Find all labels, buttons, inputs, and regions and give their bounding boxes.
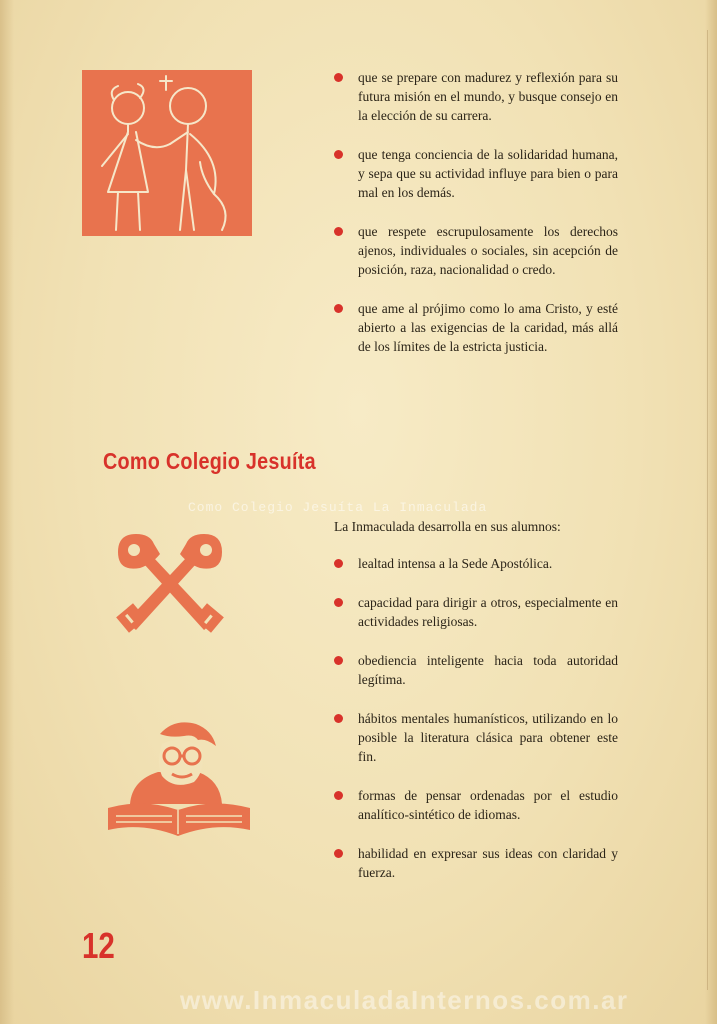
list-item-text: formas de pensar ordenadas por el estudio analítico-sintético de idiomas. [358,788,618,822]
list-item [334,554,618,573]
list-item [334,651,618,689]
bullet-dot-icon [334,598,343,607]
bullet-dot-icon [334,227,343,236]
ghost-text: Como Colegio Jesuíta La Inmaculada [188,500,488,515]
list-item [334,145,618,202]
page-number: 12 [82,925,115,966]
list-item [334,786,618,824]
bottom-bullet-list [334,554,618,902]
list-item [334,844,618,882]
list-item-text: habilidad en expresar sus ideas con claridad y fuerza. [358,846,618,880]
list-item [334,68,618,125]
page-fold-line [707,30,708,990]
bullet-dot-icon [334,150,343,159]
list-item-text: que se prepare con madurez y reflexión para su futura misión en el mundo, y busque consejo en la elección de su carrera. [358,70,618,123]
list-item-text: obediencia inteligente hacia toda autoridad legítima. [358,653,618,687]
list-item [334,299,618,356]
reader-with-book-icon [106,716,252,842]
bullet-dot-icon [334,849,343,858]
bullet-dot-icon [334,304,343,313]
bullet-dot-icon [334,714,343,723]
top-bullet-list [334,68,618,376]
crossed-keys-icon [110,530,230,640]
bullet-dot-icon [334,656,343,665]
list-item [334,593,618,631]
list-item [334,709,618,766]
bullet-dot-icon [334,73,343,82]
section-intro: La Inmaculada desarrolla en sus alumnos: [334,519,561,534]
watermark-text: www.InmaculadaInternos.com.ar [180,985,629,1015]
children-holding-hands-icon [82,70,252,236]
list-item-text: que respete escrupulosamente los derechos ajenos, individuales o sociales, sin acepción de posición, raza, nacionalidad o credo. [358,224,618,277]
section-heading: Como Colegio Jesuíta [103,448,316,474]
bullet-dot-icon [334,559,343,568]
list-item-text: que tenga conciencia de la solidaridad humana, y sepa que su actividad influye para bien o para mal en los demás. [358,147,618,200]
list-item-text: hábitos mentales humanísticos, utilizando en lo posible la literatura clásica para obtener este fin. [358,711,618,764]
list-item [334,222,618,279]
list-item-text: lealtad intensa a la Sede Apostólica. [358,556,553,571]
list-item-text: que ame al prójimo como lo ama Cristo, y esté abierto a las exigencias de la caridad, más allá de los límites de la estricta justicia. [358,301,618,354]
page-edge-left [0,0,14,1024]
list-item-text: capacidad para dirigir a otros, especialmente en actividades religiosas. [358,595,618,629]
bullet-dot-icon [334,791,343,800]
